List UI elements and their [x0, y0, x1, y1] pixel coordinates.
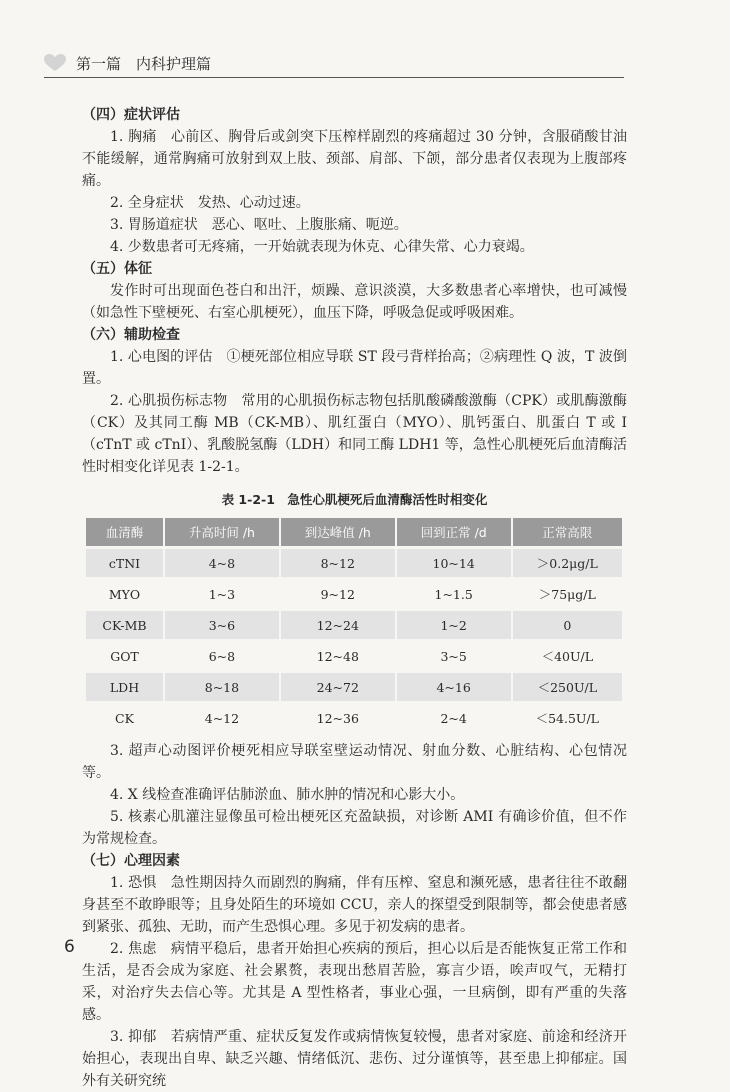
- table-cell: cTNI: [86, 548, 164, 579]
- table-cell: 3~6: [164, 610, 280, 641]
- section-heading: （四）症状评估: [82, 107, 180, 123]
- section-heading: （六）辅助检查: [82, 327, 180, 343]
- enzyme-table: [86, 518, 624, 732]
- table-cell: 1~3: [164, 579, 280, 610]
- table-caption: 表 1-2-1 急性心肌梗死后血清酶活性时相变化: [221, 492, 488, 507]
- table-cell: 4~8: [164, 548, 280, 579]
- table-cell: 3~5: [396, 641, 512, 672]
- table-row: [86, 641, 623, 672]
- table-cell: ＜54.5U/L: [512, 703, 623, 733]
- table-cell: ＞75μg/L: [512, 579, 623, 610]
- page-body: [82, 104, 627, 1092]
- table-cell: CK-MB: [86, 610, 164, 641]
- paragraph: 发作时可出现面色苍白和出汗，烦躁、意识淡漠，大多数患者心率增快，也可减慢（如急性下壁梗死、右室心肌梗死），血压下降，呼吸急促或呼吸困难。: [82, 283, 627, 321]
- page-number: 6: [64, 937, 75, 957]
- table-row: [86, 548, 623, 579]
- table-cell: LDH: [86, 672, 164, 703]
- heart-icon: [44, 54, 66, 72]
- col-header: 血清酶: [86, 518, 164, 548]
- paragraph: 4. X 线检查准确评估肺淤血、肺水肿的情况和心影大小。: [110, 787, 465, 803]
- paragraph: 2. 焦虑 病情平稳后，患者开始担心疾病的预后，担心以后是否能恢复正常工作和生活，是否会成为家庭、社会累赘，表现出愁眉苦脸，寡言少语，唉声叹气，无精打采，对治疗失去信心等。尤其是 A 型性格者，事业心强，一旦病倒，即有严重的失落感。: [82, 941, 627, 1023]
- col-header: 回到正常 /d: [396, 518, 512, 548]
- paragraph: 2. 心肌损伤标志物 常用的心肌损伤标志物包括肌酸磷酸激酶（CPK）或肌酶激酶（CK）及其同工酶 MB（CK-MB）、肌红蛋白（MYO）、肌钙蛋白、肌蛋白 T 或 I（cTnT 或 cTnI）、乳酸脱氢酶（LDH）和同工酶 LDH1 等，急性心肌梗死后血清酶活性时相变化详见表 1-2-1。: [82, 393, 627, 475]
- table-cell: 0: [512, 610, 623, 641]
- table-cell: MYO: [86, 579, 164, 610]
- col-header: 正常高限: [512, 518, 623, 548]
- table-cell: 12~24: [280, 610, 396, 641]
- table-row: [86, 703, 623, 733]
- table-cell: 1~1.5: [396, 579, 512, 610]
- table-cell: 12~36: [280, 703, 396, 733]
- header-divider: [44, 77, 624, 78]
- table-row: [86, 610, 623, 641]
- table-cell: 1~2: [396, 610, 512, 641]
- table-cell: ＞0.2μg/L: [512, 548, 623, 579]
- table-row: [86, 579, 623, 610]
- paragraph: 1. 心电图的评估 ①梗死部位相应导联 ST 段弓背样抬高；②病理性 Q 波，T 波倒置。: [82, 349, 627, 387]
- table-cell: 4~12: [164, 703, 280, 733]
- col-header: 到达峰值 /h: [280, 518, 396, 548]
- table-cell: ＜40U/L: [512, 641, 623, 672]
- table-cell: GOT: [86, 641, 164, 672]
- header-title: 第一篇 内科护理篇: [76, 55, 212, 73]
- table-cell: 9~12: [280, 579, 396, 610]
- paragraph: 3. 超声心动图评价梗死相应导联室壁运动情况、射血分数、心脏结构、心包情况等。: [82, 743, 627, 781]
- paragraph: 3. 胃肠道症状 恶心、呕吐、上腹胀痛、呃逆。: [110, 217, 408, 233]
- section-heading: （七）心理因素: [82, 853, 180, 869]
- table-cell: 8~18: [164, 672, 280, 703]
- table-cell: 2~4: [396, 703, 512, 733]
- paragraph: 2. 全身症状 发热、心动过速。: [110, 195, 310, 211]
- paragraph: 3. 抑郁 若病情严重、症状反复发作或病情恢复较慢，患者对家庭、前途和经济开始担心，表现出自卑、缺乏兴趣、情绪低沉、悲伤、过分谨慎等，甚至患上抑郁症。国外有关研究统: [82, 1029, 627, 1089]
- table-cell: 6~8: [164, 641, 280, 672]
- table-row: [86, 672, 623, 703]
- table-cell: 12~48: [280, 641, 396, 672]
- col-header: 升高时间 /h: [164, 518, 280, 548]
- section-heading: （五）体征: [82, 261, 152, 277]
- running-header: [44, 48, 624, 78]
- paragraph: 1. 胸痛 心前区、胸骨后或剑突下压榨样剧烈的疼痛超过 30 分钟，含服硝酸甘油不能缓解，通常胸痛可放射到双上肢、颈部、肩部、下颌，部分患者仅表现为上腹部疼痛。: [82, 129, 627, 189]
- paragraph: 1. 恐惧 急性期因持久而剧烈的胸痛，伴有压榨、窒息和濒死感，患者往往不敢翻身甚至不敢睁眼等；且身处陌生的环境如 CCU，亲人的探望受到限制等，都会使患者感到紧张、孤独、无助，而产生恐惧心理。多见于初发病的患者。: [82, 875, 627, 935]
- table-header-row: [86, 518, 623, 548]
- table-cell: 8~12: [280, 548, 396, 579]
- table-cell: ＜250U/L: [512, 672, 623, 703]
- table-cell: 4~16: [396, 672, 512, 703]
- table-cell: CK: [86, 703, 164, 733]
- table-cell: 10~14: [396, 548, 512, 579]
- table-cell: 24~72: [280, 672, 396, 703]
- paragraph: 5. 核素心肌灌注显像虽可检出梗死区充盈缺损，对诊断 AMI 有确诊价值，但不作为常规检查。: [82, 809, 627, 847]
- paragraph: 4. 少数患者可无疼痛，一开始就表现为休克、心律失常、心力衰竭。: [110, 239, 534, 255]
